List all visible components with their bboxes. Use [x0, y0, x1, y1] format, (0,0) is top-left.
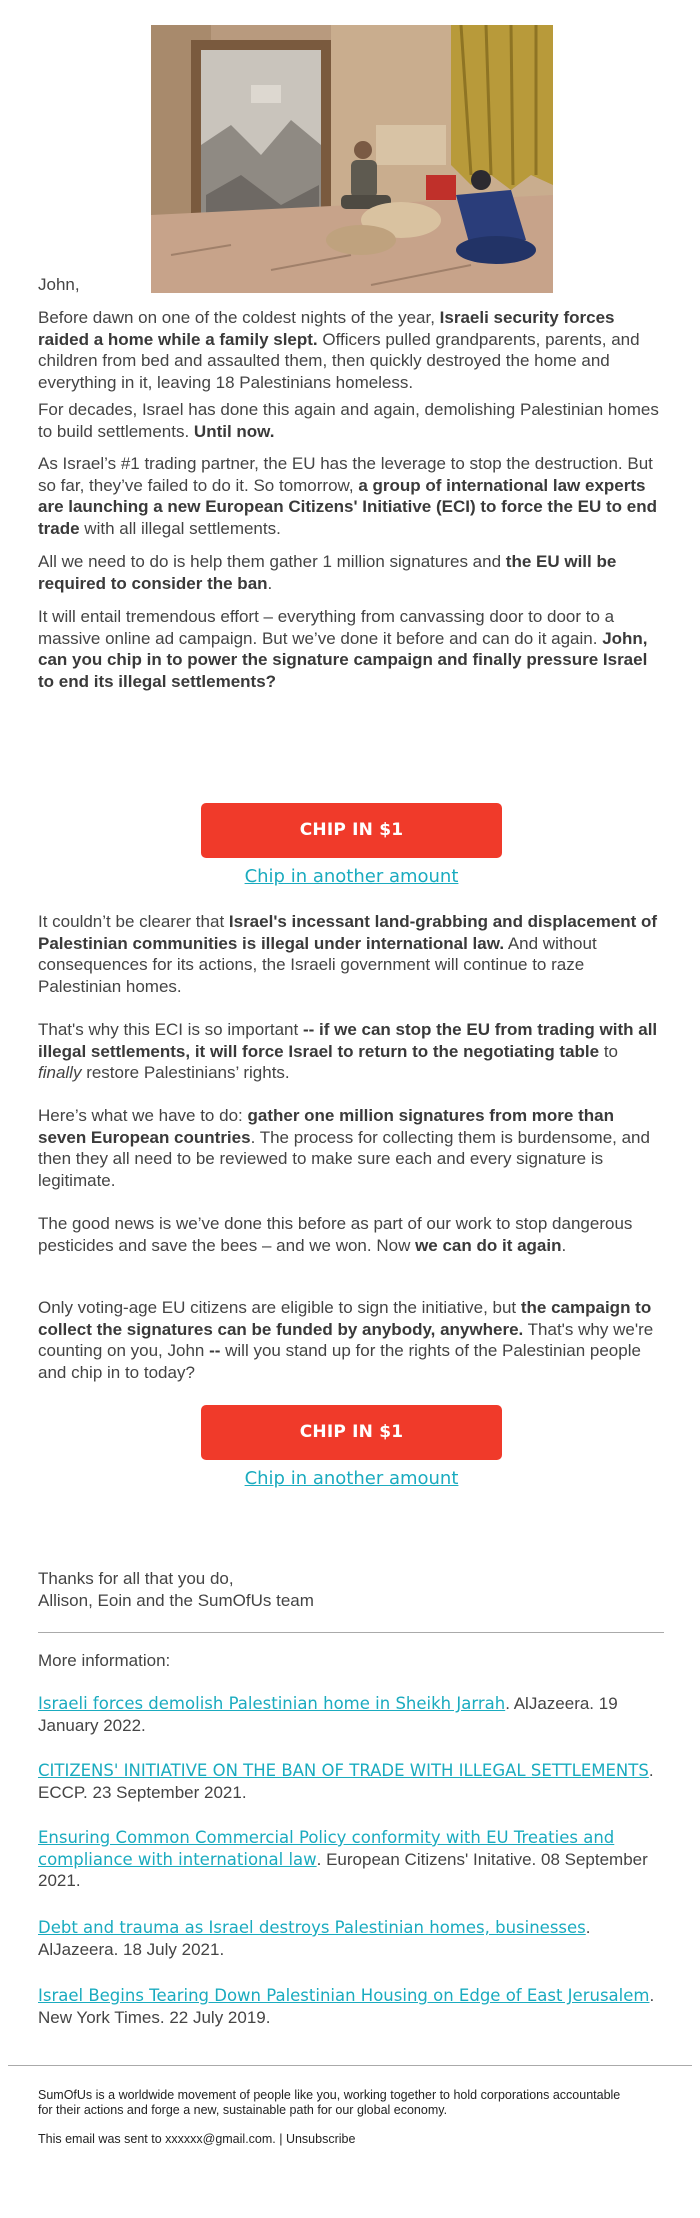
paragraph-7-text-mid: to: [599, 1041, 619, 1061]
paragraph-6-text: It couldn’t be clearer that: [38, 912, 229, 931]
reference-link-3[interactable]: Ensuring Common Commercial Policy conformity with EU Treaties and compliance with international law: [38, 1828, 615, 1869]
paragraph-1-text: Before dawn on one of the coldest nights of the year,: [38, 308, 440, 327]
paragraph-10-dash: --: [209, 1341, 221, 1360]
paragraph-7-text: That's why this ECI is so important: [38, 1020, 303, 1039]
paragraph-7-bold: -- if we can stop the EU from trading with all illegal settlements, it will force Israel to return to the negotiating table: [38, 1020, 658, 1061]
paragraph-4: [38, 551, 660, 594]
paragraph-3-text-end: with all illegal settlements.: [79, 518, 281, 538]
paragraph-5-bold: John, can you chip in to power the signature campaign and finally pressure Israel to end its illegal settlements?: [38, 628, 648, 691]
reference-item-5: [38, 1985, 660, 2028]
signoff-line-1: Thanks for all that you do,: [38, 1569, 234, 1588]
paragraph-10-text: Only voting-age EU citizens are eligible to sign the initiative, but: [38, 1298, 521, 1317]
greeting: John,: [38, 275, 80, 294]
paragraph-1: [38, 307, 660, 393]
paragraph-6: [38, 911, 660, 997]
footer-sent-text: This email was sent to xxxxxx@gmail.com. |: [38, 2132, 286, 2146]
paragraph-7-italic: finally: [38, 1063, 82, 1082]
paragraph-7: [38, 1019, 660, 1084]
signoff: [38, 1568, 660, 1611]
paragraph-3-text: As Israel’s #1 trading partner, the EU has the leverage to stop the destruction. But so far, they’ve failed to do it. So tomorrow,: [38, 454, 653, 495]
chip-in-button-2[interactable]: CHIP IN $1: [201, 1405, 502, 1460]
signoff-line-2: Allison, Eoin and the SumOfUs team: [38, 1590, 314, 1610]
reference-source-2: . ECCP. 23 September 2021.: [38, 1761, 654, 1802]
paragraph-10-text-mid: That's why we're counting on you, John: [38, 1319, 654, 1360]
reference-link-4[interactable]: Debt and trauma as Israel destroys Palestinian homes, businesses: [38, 1918, 586, 1937]
paragraph-4-text: All we need to do is help them gather 1 million signatures and: [38, 552, 506, 571]
more-info-heading: More information:: [38, 1651, 171, 1670]
paragraph-2-bold: Until now.: [193, 421, 275, 441]
footer-divider: [8, 2065, 692, 2066]
reference-link-1[interactable]: Israeli forces demolish Palestinian home in Sheikh Jarrah: [38, 1694, 506, 1713]
paragraph-9-text-end: .: [561, 1235, 567, 1255]
chip-in-button[interactable]: CHIP IN $1: [201, 803, 502, 858]
reference-item-1: [38, 1693, 660, 1736]
paragraph-6-text-end: And without consequences for its actions, the Israeli government will continue to raze Palestinian homes.: [38, 933, 597, 996]
paragraph-10-text-end: will you stand up for the rights of the Palestinian people and chip in to today?: [38, 1341, 641, 1382]
paragraph-9-bold: we can do it again: [415, 1235, 562, 1255]
reference-link-2[interactable]: CITIZENS' INITIATIVE ON THE BAN OF TRADE WITH ILLEGAL SETTLEMENTS: [38, 1761, 649, 1780]
paragraph-4-text-end: .: [267, 573, 273, 593]
paragraph-9: [38, 1213, 660, 1256]
paragraph-7-text-end: restore Palestinians’ rights.: [81, 1063, 290, 1082]
paragraph-10: [38, 1297, 660, 1383]
reference-item-4: [38, 1917, 660, 1960]
paragraph-2-text: For decades, Israel has done this again and again, demolishing Palestinian homes to build settlements.: [38, 400, 659, 441]
hero-photo: [151, 25, 553, 293]
paragraph-3: [38, 453, 660, 539]
paragraph-2: [38, 399, 660, 442]
paragraph-1-bold: Israeli security forces raided a home while a family slept.: [38, 308, 615, 349]
paragraph-8: [38, 1105, 660, 1191]
paragraph-8-text: Here’s what we have to do:: [38, 1106, 248, 1125]
reference-source-5: . New York Times. 22 July 2019.: [38, 1986, 655, 2027]
paragraph-5: [38, 606, 660, 692]
chip-in-another-amount-link[interactable]: Chip in another amount: [244, 866, 459, 887]
hero-photo-illustration: [151, 25, 553, 293]
paragraph-3-bold: a group of international law experts are launching a new European Citizens' Initiative (ECI) to force the EU to end trade: [38, 475, 657, 538]
reference-link-5[interactable]: Israel Begins Tearing Down Palestinian Housing on Edge of East Jerusalem: [38, 1986, 650, 2005]
paragraph-4-bold: the EU will be required to consider the ban: [38, 552, 617, 593]
reference-item-3: [38, 1827, 660, 1892]
footer-sent-line: [38, 2132, 638, 2147]
reference-source-3: . European Citizens' Initative. 08 September 2021.: [38, 1849, 648, 1890]
paragraph-8-bold: gather one million signatures from more than seven European countries: [38, 1106, 614, 1147]
paragraph-10-bold: the campaign to collect the signatures can be funded by anybody, anywhere.: [38, 1298, 652, 1339]
reference-source-1: . AlJazeera. 19 January 2022.: [38, 1694, 618, 1735]
chip-in-another-amount-link-2[interactable]: Chip in another amount: [244, 1468, 459, 1489]
paragraph-1-text-end: Officers pulled grandparents, parents, and children from bed and assaulted them, then quickly destroyed the home and everything in it, leaving 18 Palestinians homeless.: [38, 329, 640, 392]
reference-item-2: [38, 1760, 660, 1803]
paragraph-5-text: It will entail tremendous effort – everything from canvassing door to door to a massive online ad campaign. But we’ve done it before and can do it again.: [38, 607, 615, 648]
reference-source-4: . AlJazeera. 18 July 2021.: [38, 1918, 591, 1959]
paragraph-6-bold: Israel's incessant land-grabbing and displacement of Palestinian communities is illegal under international law.: [38, 912, 658, 953]
paragraph-9-text: The good news is we’ve done this before as part of our work to stop dangerous pesticides and save the bees – and we won. Now: [38, 1214, 633, 1255]
divider: [38, 1632, 664, 1633]
footer-about: SumOfUs is a worldwide movement of people like you, working together to hold corporations accountable for their actions and forge a new, sustainable path for our global economy.: [38, 2088, 621, 2117]
unsubscribe-link[interactable]: Unsubscribe: [285, 2132, 356, 2146]
paragraph-8-text-end: . The process for collecting them is burdensome, and then they all need to be reviewed to make sure each and every signature is legitimate.: [38, 1127, 650, 1190]
